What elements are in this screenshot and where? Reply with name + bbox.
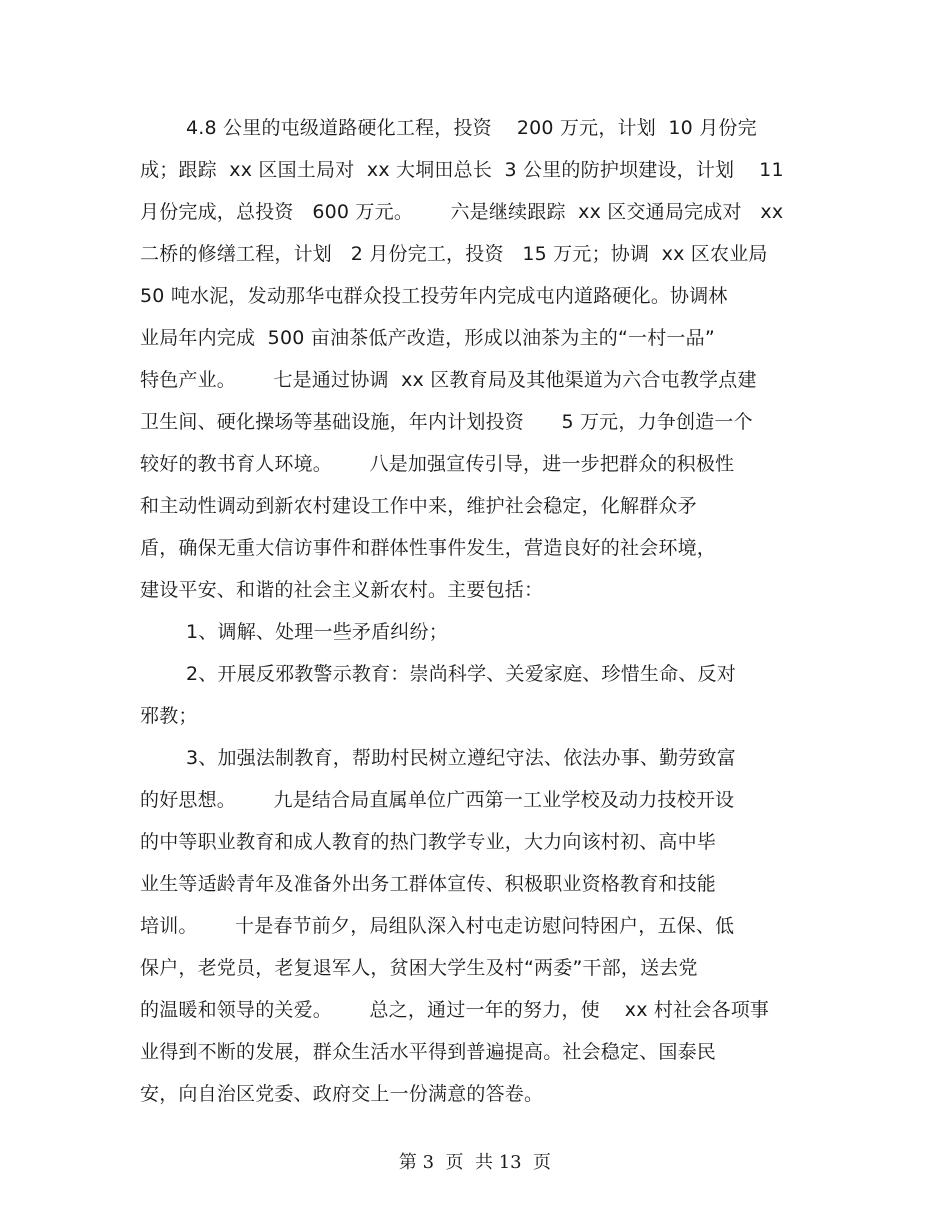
text-line-8: 卫生间、硬化操场等基础设施，年内计划投资 5 万元，力争创造一个 [140,411,753,433]
list-item-3: 3、加强法制教育，帮助村民树立遵纪守法、依法办事、勤劳致富 [186,747,736,769]
text-line-7: 特色产业。 七是通过协调 xx 区教育局及其他渠道为六合屯教学点建 [140,369,757,391]
text-line-6: 业局年内完成 500 亩油茶低产改造，形成以油茶为主的“一村一品” [140,327,715,349]
text-line-3: 月份完成，总投资 600 万元。 六是继续跟踪 xx 区交通局完成对 xx [140,201,784,223]
text-line-21: 保户，老党员，老复退军人，贫困大学生及村“两委”干部，送去党 [140,957,698,979]
text-line-5: 50 吨水泥，发动那华屯群众投工投劳年内完成屯内道路硬化。协调林 [140,285,728,307]
text-line-22: 的温暖和领导的关爱。 总之，通过一年的努力，使 xx 村社会各项事 [140,999,770,1021]
text-line-19: 业生等适龄青年及准备外出务工群体宣传、积极职业资格教育和技能 [140,873,717,895]
text-line-10: 和主动性调动到新农村建设工作中来，维护社会稳定，化解群众矛 [140,495,697,517]
text-line-23: 业得到不断的发展，群众生活水平得到普遍提高。社会稳定、国泰民 [140,1041,717,1063]
text-line-18: 的中等职业教育和成人教育的热门教学专业，大力向该村初、高中毕 [140,831,717,853]
text-line-20: 培训。 十是春节前夕，局组队深入村屯走访慰问特困户，五保、低 [140,915,735,937]
text-line-17: 的好思想。 九是结合局直属单位广西第一工业学校及动力技校开设 [140,789,735,811]
list-item-1: 1、调解、处理一些矛盾纠纷； [186,621,448,643]
text-line-15: 邪教； [140,705,198,727]
text-line-11: 盾，确保无重大信访事件和群体性事件发生，营造良好的社会环境， [140,537,717,559]
text-line-1: 4.8 公里的屯级道路硬化工程，投资 200 万元，计划 10 月份完 [186,117,757,139]
text-line-12: 建设平安、和谐的社会主义新农村。主要包括： [140,579,544,601]
text-line-9: 较好的教书育人环境。 八是加强宣传引导，进一步把群众的积极性 [140,453,735,475]
text-line-24: 安，向自治区党委、政府交上一份满意的答卷。 [140,1083,544,1105]
page-number-footer: 第 3 页 共 13 页 [398,1152,552,1173]
text-line-4: 二桥的修缮工程，计划 2 月份完工，投资 15 万元；协调 xx 区农业局 [140,243,768,265]
text-line-2: 成；跟踪 xx 区国土局对 xx 大垌田总长 3 公里的防护坝建设，计划 11 [140,159,784,181]
list-item-2: 2、开展反邪教警示教育：崇尚科学、关爱家庭、珍惜生命、反对 [186,663,736,685]
